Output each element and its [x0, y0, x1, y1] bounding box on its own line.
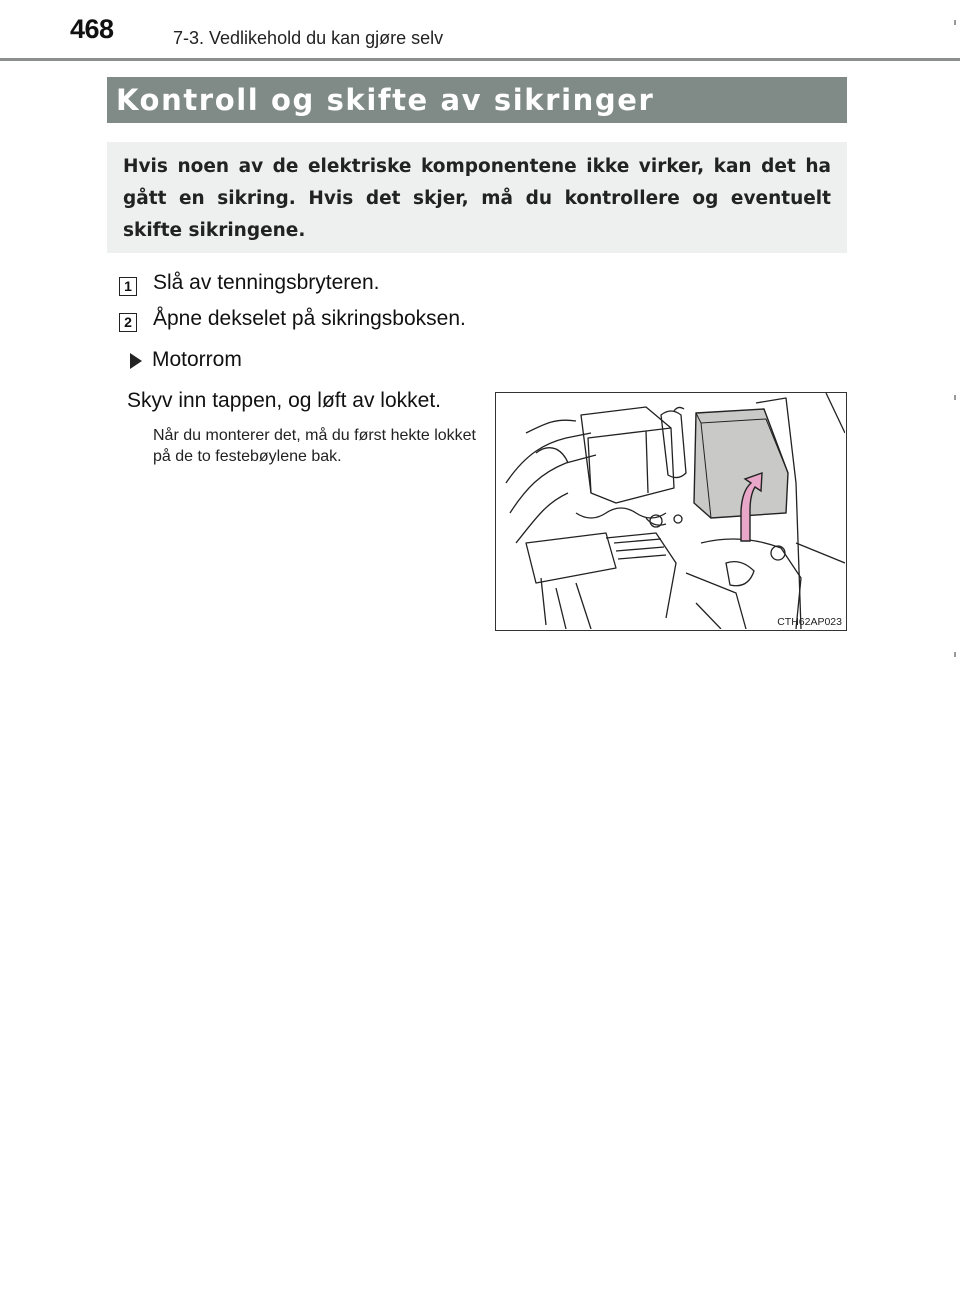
- intro-text: Hvis noen av de elektriske komponentene ikke virker, kan det ha gått en sikring. Hvis det skjer, må du kontrollere og eventuelt skifte sikringene.: [123, 156, 831, 241]
- engine-bay-drawing: [496, 393, 845, 629]
- margin-mark: [954, 652, 956, 657]
- bullet-label: Motorrom: [152, 348, 242, 371]
- step-number-badge: 2: [119, 313, 137, 332]
- triangle-bullet-icon: [130, 353, 142, 369]
- intro-box: [107, 142, 847, 253]
- header-divider: [0, 58, 960, 61]
- engine-bay-illustration: [495, 392, 847, 631]
- margin-mark: [954, 395, 956, 400]
- figure-code: CTH62AP023: [777, 616, 842, 628]
- section-title: Kontroll og skifte av sikringer: [107, 77, 847, 123]
- step-number-badge: 1: [119, 277, 137, 296]
- note-text: Når du monterer det, må du først hekte lokket på de to festebøylene bak.: [153, 427, 476, 465]
- margin-mark: [954, 20, 956, 25]
- step-text: Slå av tenningsbryteren.: [153, 271, 380, 294]
- page-number: 468: [70, 14, 114, 44]
- instruction-text: Skyv inn tappen, og løft av lokket.: [127, 389, 441, 412]
- chapter-title: 7-3. Vedlikehold du kan gjøre selv: [173, 28, 444, 48]
- step-text: Åpne dekselet på sikringsboksen.: [153, 307, 466, 330]
